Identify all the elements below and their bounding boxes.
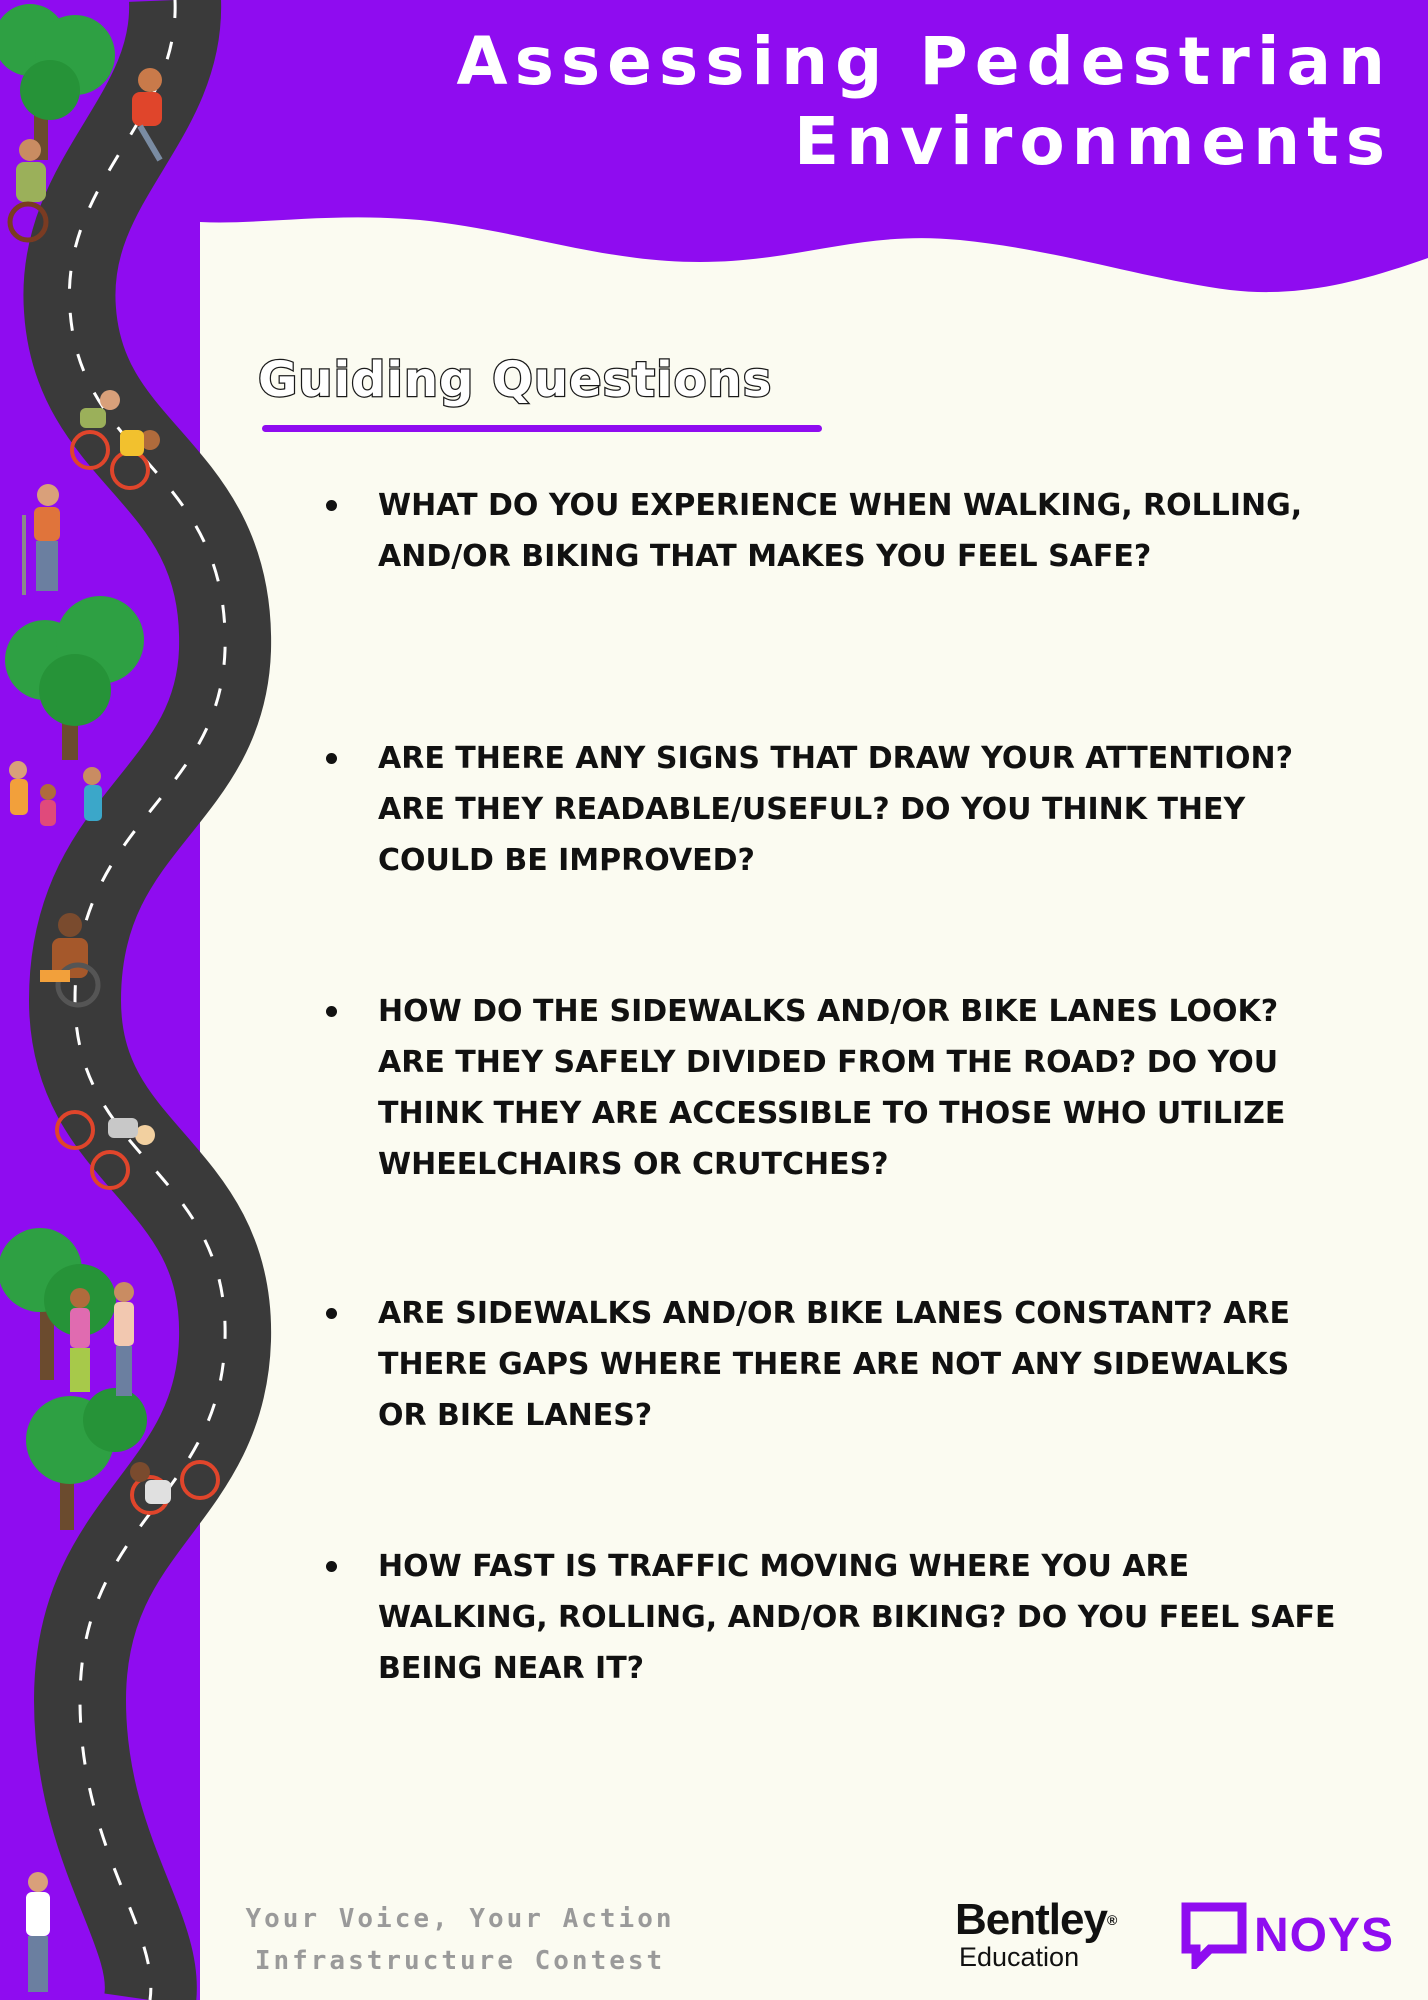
tagline-line-2: Infrastructure Contest bbox=[254, 1946, 666, 1976]
question-text: WHAT DO YOU EXPERIENCE WHEN WALKING, ROLLING, AND/OR BIKING THAT MAKES YOU FEEL SAFE? bbox=[378, 488, 1303, 574]
noys-logo bbox=[1180, 1900, 1394, 1970]
page-title bbox=[457, 22, 1392, 182]
question-text: HOW FAST IS TRAFFIC MOVING WHERE YOU ARE WALKING, ROLLING, AND/OR BIKING? DO YOU FEEL SAFE BEING NEAR IT? bbox=[378, 1549, 1336, 1686]
bentley-logo bbox=[955, 1895, 1117, 1972]
question-text: ARE THERE ANY SIGNS THAT DRAW YOUR ATTENTION? ARE THEY READABLE/USEFUL? DO YOU THINK THEY COULD BE IMPROVED? bbox=[378, 741, 1293, 878]
guiding-questions-heading: Guiding Questions bbox=[258, 352, 773, 408]
bullet-icon bbox=[326, 1308, 337, 1319]
question-item bbox=[330, 1541, 1340, 1694]
title-line-2: Environments bbox=[794, 103, 1392, 180]
bullet-icon bbox=[326, 1006, 337, 1017]
question-text: ARE SIDEWALKS AND/OR BIKE LANES CONSTANT? ARE THERE GAPS WHERE THERE ARE NOT ANY SIDEWALKS OR BIKE LANES? bbox=[378, 1296, 1291, 1433]
bentley-subtitle: Education bbox=[959, 1942, 1080, 1972]
question-item bbox=[330, 986, 1340, 1190]
noys-speech-icon bbox=[1180, 1901, 1248, 1969]
question-item bbox=[330, 1288, 1340, 1441]
tagline-line-1: Your Voice, Your Action bbox=[245, 1904, 675, 1934]
question-item bbox=[330, 480, 1340, 582]
heading-underline bbox=[262, 425, 822, 432]
bullet-icon bbox=[326, 500, 337, 511]
question-text: HOW DO THE SIDEWALKS AND/OR BIKE LANES LOOK? ARE THEY SAFELY DIVIDED FROM THE ROAD? DO YOU THINK THEY ARE ACCESSIBLE TO THOSE WHO UTILIZE WHEELCHAIRS OR CRUTCHES? bbox=[378, 994, 1286, 1182]
question-item bbox=[330, 733, 1340, 886]
noys-name: NOYS bbox=[1254, 1908, 1395, 1962]
title-line-1: Assessing Pedestrian bbox=[456, 23, 1392, 100]
bentley-registered-mark: ® bbox=[1106, 1912, 1117, 1928]
bentley-name: Bentley bbox=[955, 1895, 1107, 1944]
bullet-icon bbox=[326, 1561, 337, 1572]
bullet-icon bbox=[326, 753, 337, 764]
footer-tagline bbox=[230, 1898, 690, 1982]
